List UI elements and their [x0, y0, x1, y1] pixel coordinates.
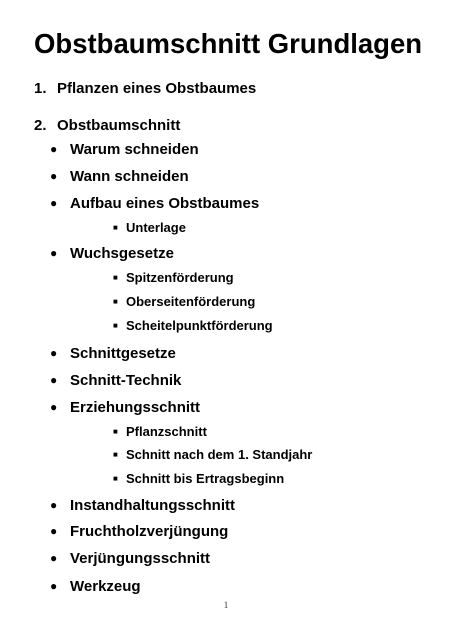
- list-item-label: Werkzeug: [70, 578, 141, 595]
- bullet-icon: ●: [50, 169, 58, 183]
- square-bullet-icon: ■: [113, 450, 118, 459]
- bullet-icon: ●: [50, 142, 58, 156]
- section-2: [34, 117, 180, 134]
- square-bullet-icon: ■: [113, 297, 118, 306]
- bullet-icon: ●: [50, 498, 58, 512]
- page-number: 1: [223, 600, 229, 610]
- square-bullet-icon: ■: [113, 321, 118, 330]
- square-bullet-icon: ■: [113, 223, 118, 232]
- bullet-icon: ●: [50, 400, 58, 414]
- list-item-label: Verjüngungsschnitt: [70, 550, 211, 567]
- square-bullet-icon: ■: [113, 273, 118, 282]
- section-label: Obstbaumschnitt: [57, 117, 181, 134]
- section-number: 1.: [34, 80, 47, 97]
- list-item-label: Wuchsgesetze: [70, 245, 174, 262]
- sub-list-item: [113, 294, 255, 309]
- sub-list-item: [113, 447, 312, 462]
- list-item-label: Warum schneiden: [70, 141, 199, 158]
- list-item: [50, 345, 176, 362]
- list-item: [50, 245, 174, 262]
- list-item: [50, 550, 210, 567]
- sub-list-item: [113, 424, 207, 439]
- section-number: 2.: [34, 117, 47, 134]
- sub-list-item: [113, 471, 284, 486]
- square-bullet-icon: ■: [113, 474, 118, 483]
- sub-list-item-label: Scheitelpunktförderung: [126, 318, 273, 333]
- list-item-label: Aufbau eines Obstbaumes: [70, 195, 260, 212]
- bullet-icon: ●: [50, 524, 58, 538]
- list-item-label: Erziehungsschnitt: [70, 399, 201, 416]
- list-item: [50, 523, 228, 540]
- sub-list-item-label: Pflanzschnitt: [126, 424, 207, 439]
- sub-list-item: [113, 270, 234, 285]
- list-item-label: Instandhaltungsschnitt: [70, 497, 235, 514]
- bullet-icon: ●: [50, 551, 58, 565]
- bullet-icon: ●: [50, 246, 58, 260]
- list-item: [50, 141, 199, 158]
- list-item-label: Fruchtholzverjüngung: [70, 523, 229, 540]
- page-title: Obstbaumschnitt Grundlagen: [34, 28, 423, 59]
- bullet-icon: ●: [50, 373, 58, 387]
- list-item-label: Wann schneiden: [70, 168, 189, 185]
- sub-list-item: [113, 220, 186, 235]
- list-item: [50, 399, 200, 416]
- sub-list-item-label: Oberseitenförderung: [126, 294, 256, 309]
- list-item: [50, 578, 141, 595]
- list-item-label: Schnitt-Technik: [70, 372, 182, 389]
- list-item: [50, 168, 189, 185]
- bullet-icon: ●: [50, 196, 58, 210]
- sub-list-item-label: Unterlage: [126, 220, 186, 235]
- list-item: [50, 195, 259, 212]
- square-bullet-icon: ■: [113, 427, 118, 436]
- bullet-icon: ●: [50, 579, 58, 593]
- list-item: [50, 372, 181, 389]
- list-item-label: Schnittgesetze: [70, 345, 176, 362]
- sub-list-item-label: Schnitt bis Ertragsbeginn: [126, 471, 285, 486]
- sub-list-item-label: Spitzenförderung: [126, 270, 234, 285]
- list-item: [50, 497, 235, 514]
- section-1: [34, 80, 256, 97]
- sub-list-item: [113, 318, 273, 333]
- section-label: Pflanzen eines Obstbaumes: [57, 80, 257, 97]
- sub-list-item-label: Schnitt nach dem 1. Standjahr: [126, 447, 313, 462]
- bullet-icon: ●: [50, 346, 58, 360]
